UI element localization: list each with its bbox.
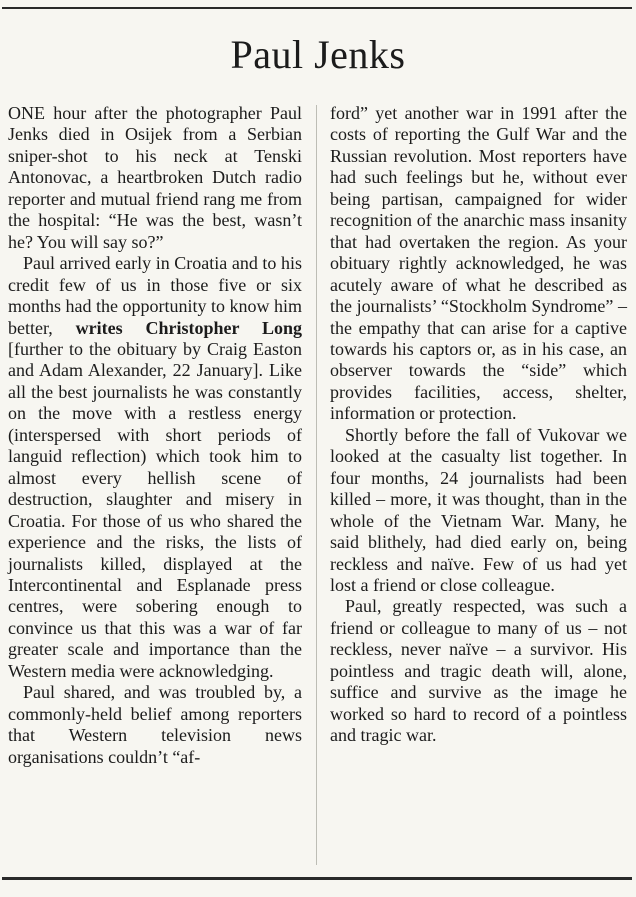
- article-column-right: [330, 103, 627, 747]
- paragraph-vukovar: Shortly before the fall of Vukovar we looked at the casualty list together. In four months, 24 journalists had been killed – more, it was thought, than in the whole of the Vietnam War. Many, he said blithely, had died early on, being reckless and naïve. Few of us had yet lost a friend or close colleague.: [330, 424, 627, 595]
- column-divider: [316, 105, 317, 865]
- arrival-text-lead: Paul arrived early in Croatia and to his credit few of us in those five or six months had the opportunity to know him better,: [8, 253, 302, 338]
- paragraph-arrival: [8, 253, 302, 682]
- article-column-left: [8, 103, 302, 768]
- paragraph-shared-belief: Paul shared, and was troubled by, a commonly-held belief among reporters that Western television news organisations couldn’t “af-: [8, 682, 302, 767]
- top-rule: [2, 7, 632, 9]
- paragraph-closing: Paul, greatly respected, was such a friend or colleague to many of us – not reckless, never naïve – a survivor. His pointless and tragic death will, alone, suffice and survive as the image he worked so hard to record of a pointless and tragic war.: [330, 596, 627, 746]
- paragraph-opening: ONE hour after the photographer Paul Jenks died in Osijek from a Serbian sniper-shot to his neck at Tenski Antonovac, a heartbroken Dutch radio reporter and mutual friend rang me from the hospital: “He was the best, wasn’t he? You will say so?”: [8, 103, 302, 252]
- bottom-rule: [2, 877, 632, 880]
- byline: writes Christopher Long: [75, 317, 303, 338]
- arrival-text-body: [further to the obituary by Craig Easton and Adam Alexander, 22 January]. Like all the best journalists he was constantly on the move with a restless energy (interspersed with short periods of languid reflection) which took him to almost every hellish scene of destruction, slaughter and misery in Croatia. For those of us who shared the experience and the risks, the lists of journalists killed, displayed at the Intercontinental and Esplanade press centres, were sobering enough to convince us that this was a war of far greater scale and importance than the Western media were acknowledging.: [8, 338, 302, 681]
- paragraph-continuation: ford” yet another war in 1991 after the costs of reporting the Gulf War and the Russian revolution. Most reporters have had such feelings but he, without ever being partisan, campaigned for wider recognition of the anarchic mass insanity that had overtaken the region. As your obituary rightly acknowledged, he was acutely aware of what he described as the journalists’ “Stockholm Syndrome” – the empathy that can arise for a captive towards his captors or, as in his case, an observer towards the “side” which provides facilities, access, shelter, information or protection.: [330, 103, 627, 424]
- article-title: Paul Jenks: [230, 32, 406, 77]
